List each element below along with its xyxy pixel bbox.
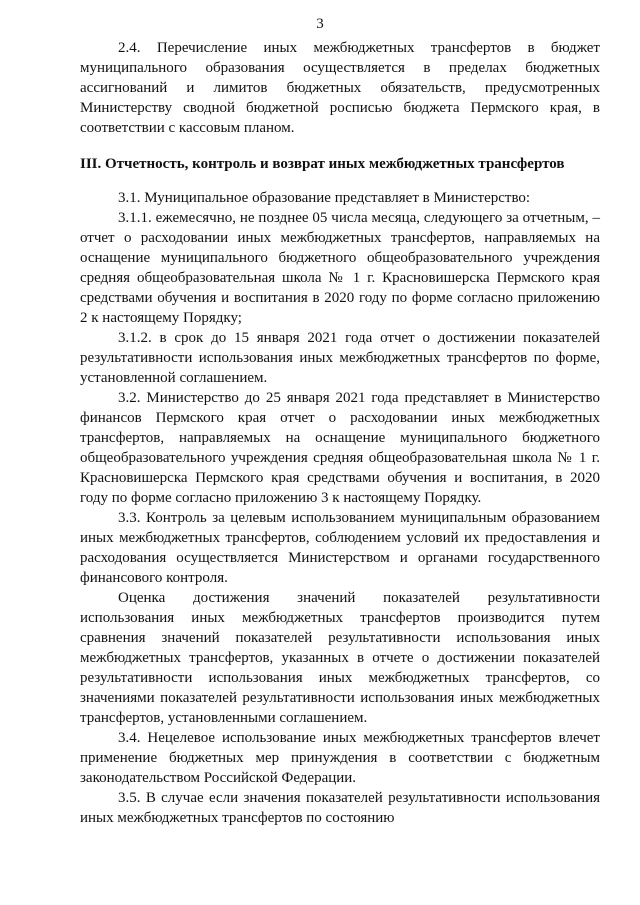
- paragraph-evaluation: Оценка достижения значений показателей результативности использования иных межбюджетных трансфертов производится путем сравнения значений показателей результативности использования иных межбюджетных трансфертов, указанных в отчете о достижении показателей результативности использования иных межбюджетных трансфертов, со значениями показателей результативности использования иных межбюджетных трансфертов, установленными соглашением.: [80, 590, 600, 726]
- page-number: 3: [316, 16, 324, 32]
- paragraph-3-1: 3.1. Муниципальное образование представляет в Министерство:: [118, 190, 531, 206]
- paragraph-2-4: 2.4. Перечисление иных межбюджетных трансфертов в бюджет муниципального образования осуществляется в пределах бюджетных ассигнований и лимитов бюджетных обязательств, предусмотренных Министерству сводной бюджетной росписью бюджета Пермского края, в соответствии с кассовым планом.: [80, 40, 600, 136]
- paragraph-3-3: 3.3. Контроль за целевым использованием муниципальным образованием иных межбюджетных трансфертов, соблюдением условий их предоставления и расходования осуществляется Министерством и органами государственного финансового контроля.: [80, 510, 600, 586]
- paragraph-3-2: 3.2. Министерство до 25 января 2021 года представляет в Министерство финансов Пермского края отчет о расходовании иных межбюджетных трансфертов, направляемых на оснащение муниципального бюджетного общеобразовательного учреждения средняя общеобразовательная школа № 1 г. Красновишерска Пермского края средствами обучения и воспитания, в 2020 году по форме согласно приложению 3 к настоящему Порядку.: [80, 390, 600, 506]
- document-body: [80, 38, 600, 828]
- paragraph-3-5: 3.5. В случае если значения показателей результативности использования иных межбюджетных трансфертов по состоянию: [80, 790, 600, 826]
- paragraph-3-1-1: 3.1.1. ежемесячно, не позднее 05 числа месяца, следующего за отчетным, – отчет о расходовании иных межбюджетных трансфертов, направляемых на оснащение муниципального бюджетного общеобразовательного учреждения средняя общеобразовательная школа № 1 г. Красновишерска Пермского края средствами обучения и воспитания в 2020 году по форме согласно приложению 2 к настоящему Порядку;: [80, 210, 600, 326]
- paragraph-3-1-2: 3.1.2. в срок до 15 января 2021 года отчет о достижении показателей результативности использования иных межбюджетных трансфертов по форме, установленной соглашением.: [80, 330, 600, 386]
- section-heading: III. Отчетность, контроль и возврат иных межбюджетных трансфертов: [80, 156, 565, 172]
- paragraph-3-4: 3.4. Нецелевое использование иных межбюджетных трансфертов влечет применение бюджетных мер принуждения в соответствии с бюджетным законодательством Российской Федерации.: [80, 730, 600, 786]
